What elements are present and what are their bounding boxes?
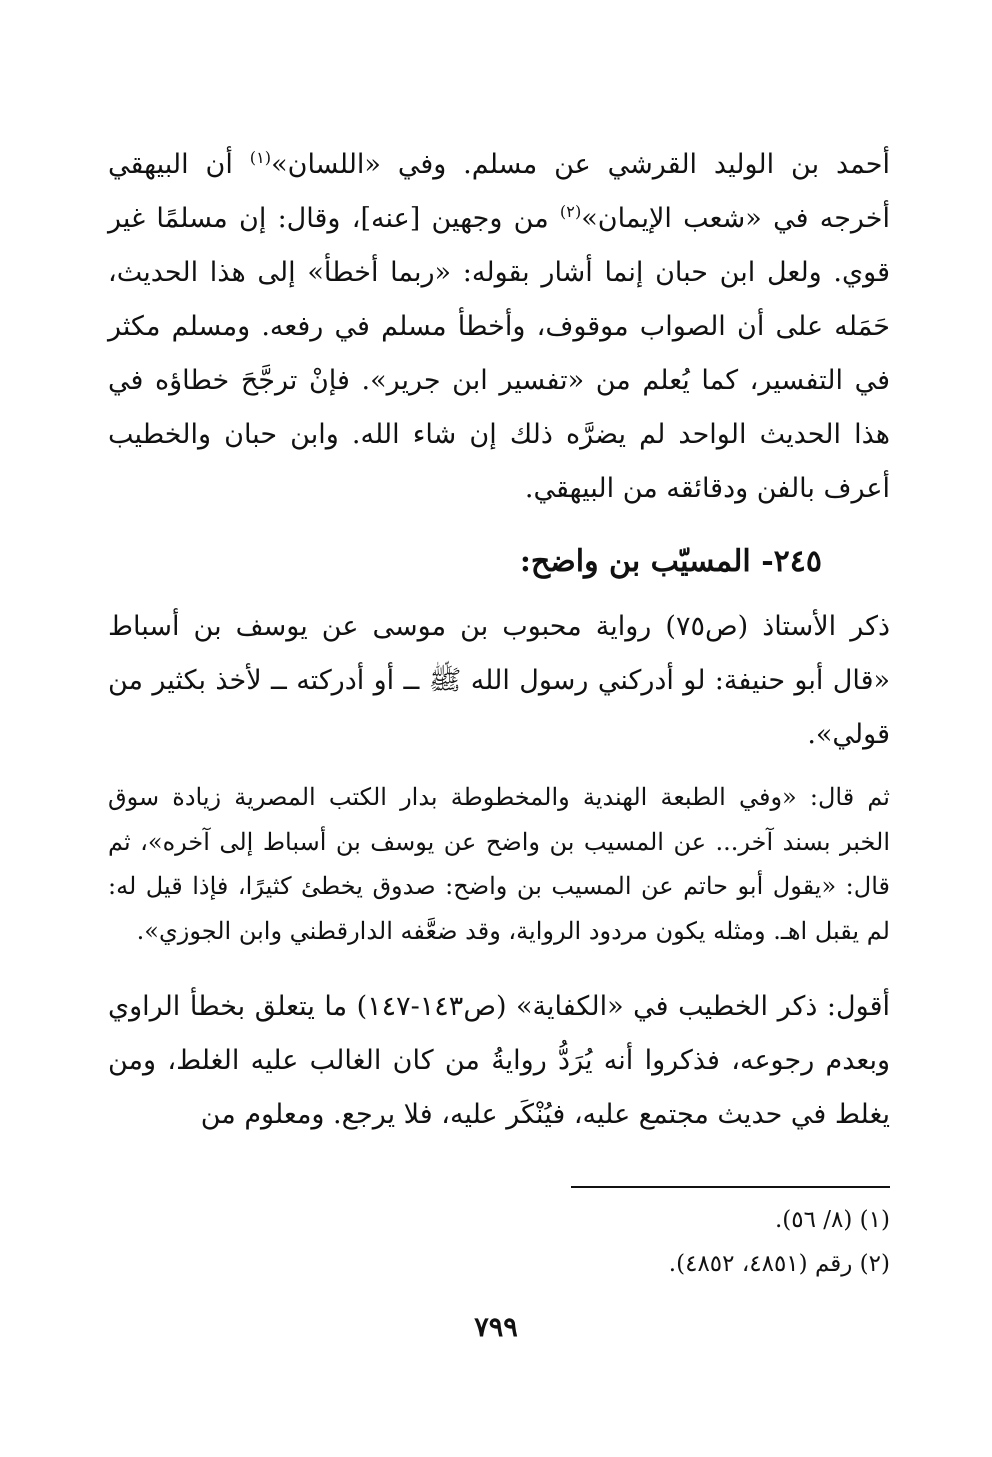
footnotes [500, 1198, 890, 1286]
paragraph-2-text: ذكر الأستاذ (ص٧٥) رواية محبوب بن موسى عن يوسف بن أسباط «قال أبو حنيفة: لو أدركني رسول الله ﷺ ــ أو أدركته ــ لأخذ بكثير من قولي». [108, 611, 890, 750]
entry-heading-text: ٢٤٥- المسيّب بن واضح: [519, 544, 822, 579]
paragraph-3-text: ثم قال: «وفي الطبعة الهندية والمخطوطة بدار الكتب المصرية زيادة سوق الخبر بسند آخر... عن المسيب بن واضح عن يوسف بن أسباط إلى آخره»، ثم قال: «يقول أبو حاتم عن المسيب بن واضح: صدوق يخطئ كثيرًا، فإذا قيل له: لم يقبل اهـ. ومثله يكون مردود الرواية، وقد ضعَّفه الدارقطني وابن الجوزي». [108, 783, 891, 945]
paragraph-2 [108, 600, 890, 762]
paragraph-3 [108, 775, 890, 953]
paragraph-1-part-b: أن البيهقي أخرجه في «شعب الإيمان» [108, 149, 890, 234]
paragraph-1-text [108, 138, 890, 516]
footnote-2: (٢) رقم (٤٨٥١، ٤٨٥٢). [668, 1251, 890, 1277]
page-number: ٧٩٩ [474, 1312, 518, 1343]
footnote-ref-2[interactable]: (٢) [559, 202, 582, 221]
footnote-ref-1[interactable]: (١) [249, 148, 272, 167]
footnote-1: (١) (٨/ ٥٦). [774, 1207, 890, 1233]
paragraph-4 [108, 980, 890, 1142]
paragraph-1-part-a: أحمد بن الوليد القرشي عن مسلم. وفي «اللسان» [271, 149, 890, 180]
paragraph-1-part-c: من وجهين [عنه]، وقال: إن مسلمًا غير قوي. ولعل ابن حبان إنما أشار بقوله: «ربما أخطأ» إلى هذا الحديث، حَمَله على أن الصواب موقوف، وأخطأ مسلم في رفعه. ومسلم مكثر في التفسير، كما يُعلم من «تفسير ابن جرير». فإنْ ترجَّحَ خطاؤه في هذا الحديث الواحد لم يضرَّه ذلك إن شاء الله. وابن حبان والخطيب أعرف بالفن ودقائقه من البيهقي. [108, 203, 890, 504]
entry-heading [108, 535, 890, 589]
paragraph-1 [108, 138, 890, 516]
paragraph-4-text: أقول: ذكر الخطيب في «الكفاية» (ص١٤٣-١٤٧) ما يتعلق بخطأ الراوي وبعدم رجوعه، فذكروا أنه يُرَدُّ روايةُ من كان الغالب عليه الغلط، ومن يغلط في حديث مجتمع عليه، فيُنْكَر عليه، فلا يرجع. ومعلوم من [108, 991, 890, 1130]
footnote-separator [571, 1186, 890, 1188]
